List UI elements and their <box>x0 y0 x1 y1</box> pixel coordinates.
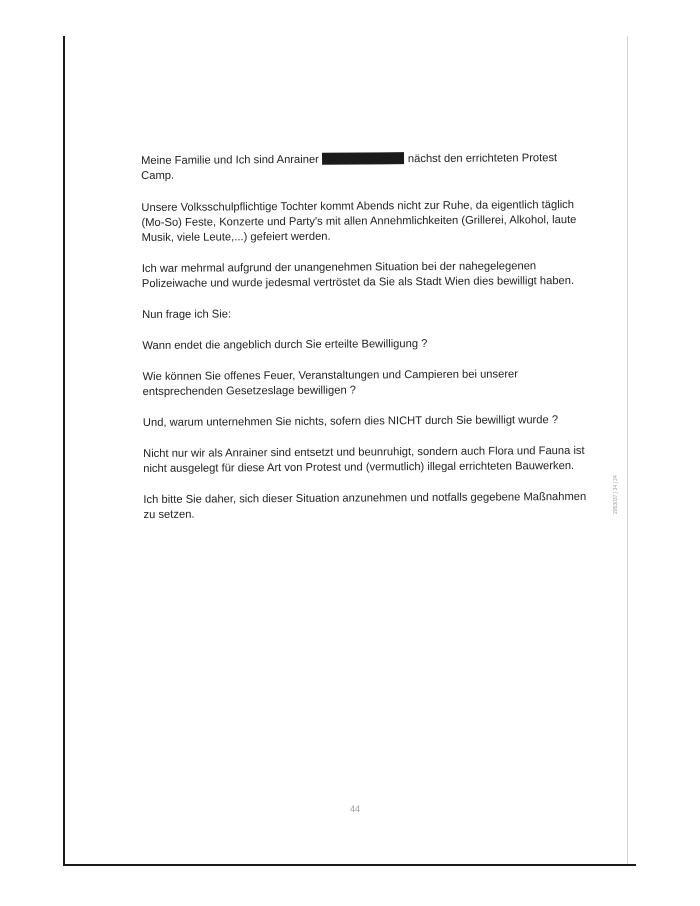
side-stamp: 2053037 | 34 | 24 <box>613 475 619 514</box>
paragraph-residents-start: Meine Familie und Ich sind Anrainer <box>141 153 319 167</box>
paragraph-daughter: Unsere Volksschulpflichtige Tochter kommt Abends nicht zur Ruhe, da eigentlich täglich (Mo-So) Feste, Konzerte und Party's mit allen Annehmlichkeiten (Grillerei, Alkohol, laute Musik, viele Leute,...) gefeiert werden. <box>141 198 577 244</box>
paragraph-residents <box>141 151 591 184</box>
paragraph-question-end-date: Wann endet die angeblich durch Sie erteilte Bewilligung ? <box>142 338 428 352</box>
letter-body <box>141 151 594 539</box>
paragraph-question-permission: Wie können Sie offenes Feuer, Veranstaltungen und Campieren bei unserer entsprechenden Gesetzeslage bewilligen ? <box>142 368 519 398</box>
redaction-bar <box>322 152 404 165</box>
scanned-page <box>63 36 636 866</box>
paragraph-question-intro: Nun frage ich Sie: <box>142 308 232 321</box>
page-right-edge <box>627 36 628 864</box>
paragraph-police: Ich war mehrmal aufgrund der unangenehmen Situation bei der nahegelegenen Polizeiwache und wurde jedesmal vertröstet da Sie als Stadt Wien dies bewilligt haben. <box>141 260 575 290</box>
paragraph-request: Ich bitte Sie daher, sich dieser Situation anzunehmen und notfalls gegebene Maßnahmen zu setzen. <box>143 490 587 521</box>
paragraph-residents-end: nächst den errichteten Protest Camp. <box>141 152 558 182</box>
page-number: 44 <box>349 804 360 814</box>
paragraph-flora-fauna: Nicht nur wir als Anrainer sind entsetzt und beunruhigt, sondern auch Flora und Fauna ist nicht ausgelegt für diese Art von Protest und (vermutlich) illegal errichteten Bauwerken. <box>143 444 585 475</box>
paragraph-question-inaction: Und, warum unternehmen Sie nichts, sofern dies NICHT durch Sie bewilligt wurde ? <box>142 414 559 429</box>
